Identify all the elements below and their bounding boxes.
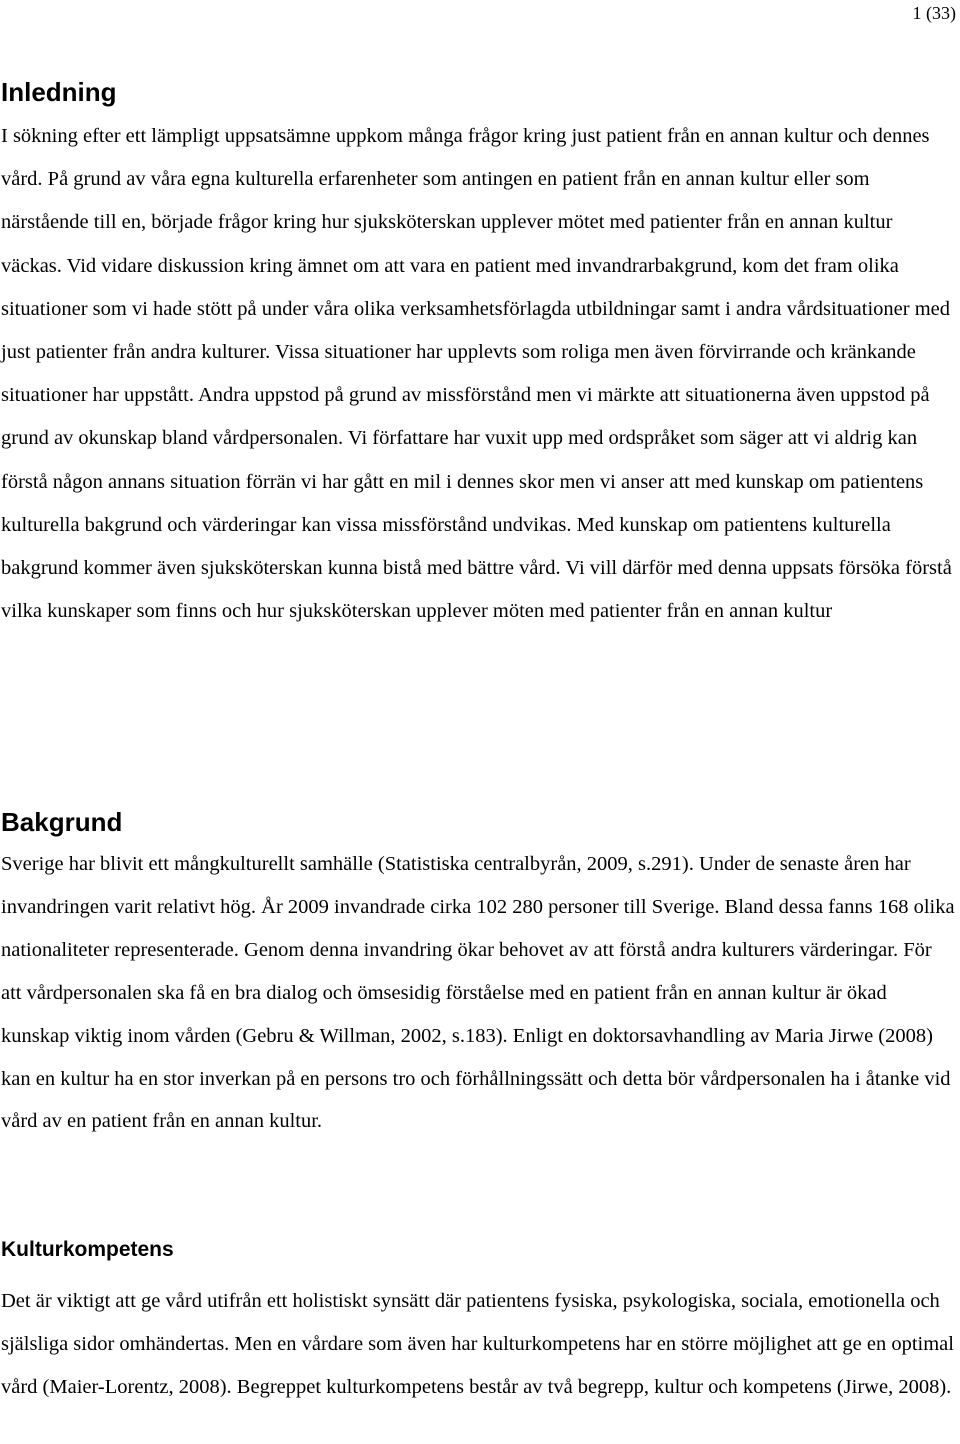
page-number: 1 (33)	[912, 3, 956, 23]
section-heading-inledning: Inledning	[1, 77, 117, 107]
subsection-heading-kulturkompetens: Kulturkompetens	[1, 1238, 174, 1261]
section-heading-bakgrund: Bakgrund	[1, 807, 123, 837]
paragraph-kulturkompetens: Det är viktigt att ge vård utifrån ett holistiskt synsätt där patientens fysiska, psykologiska, sociala, emotionella och själsliga sidor omhändertas. Men en vårdare som även har kulturkompetens har en större möjlighet att ge en optimal vård (Maier-Lorentz, 2008). Begreppet kulturkompetens består av två begrepp, kultur och kompetens (Jirwe, 2008).	[1, 1290, 954, 1398]
paragraph-inledning: I sökning efter ett lämpligt uppsatsämne uppkom många frågor kring just patient från en annan kultur och dennes vård. På grund av våra egna kulturella erfarenheter som antingen en patient från en annan kultur eller som närstående till en, började frågor kring hur sjuksköterskan upplever mötet med patienter från en annan kultur väckas. Vid vidare diskussion kring ämnet om att vara en patient med invandrarbakgrund, kom det fram olika situationer som vi hade stött på under våra olika verksamhetsförlagda utbildningar samt i andra vårdsituationer med just patienter från andra kulturer. Vissa situationer har upplevts som roliga men även förvirrande och kränkande situationer har uppstått. Andra uppstod på grund av missförstånd men vi märkte att situationerna även uppstod på grund av okunskap bland vårdpersonalen. Vi författare har vuxit upp med ordspråket som säger att vi aldrig kan förstå någon annans situation förrän vi har gått en mil i dennes skor men vi anser att med kunskap om patientens kulturella bakgrund och värderingar kan vissa missförstånd undvikas. Med kunskap om patientens kulturella bakgrund kommer även sjuksköterskan kunna bistå med bättre vård. Vi vill därför med denna uppsats försöka förstå vilka kunskaper som finns och hur sjuksköterskan upplever möten med patienter från en annan kultur	[1, 125, 952, 623]
paragraph-bakgrund: Sverige har blivit ett mångkulturellt samhälle (Statistiska centralbyrån, 2009, s.291). Under de senaste åren har invandringen varit relativt hög. År 2009 invandrade cirka 102 280 personer till Sverige. Bland dessa fanns 168 olika nationaliteter representerade. Genom denna invandring ökar behovet av att förstå andra kulturers värderingar. För att vårdpersonalen ska få en bra dialog och ömsesidig förståelse med en patient från en annan kultur är ökad kunskap viktig inom vården (Gebru & Willman, 2002, s.183). Enligt en doktorsavhandling av Maria Jirwe (2008) kan en kultur ha en stor inverkan på en persons tro och förhållningssätt och detta bör vårdpersonalen ha i åtanke vid vård av en patient från en annan kultur.	[1, 853, 955, 1133]
